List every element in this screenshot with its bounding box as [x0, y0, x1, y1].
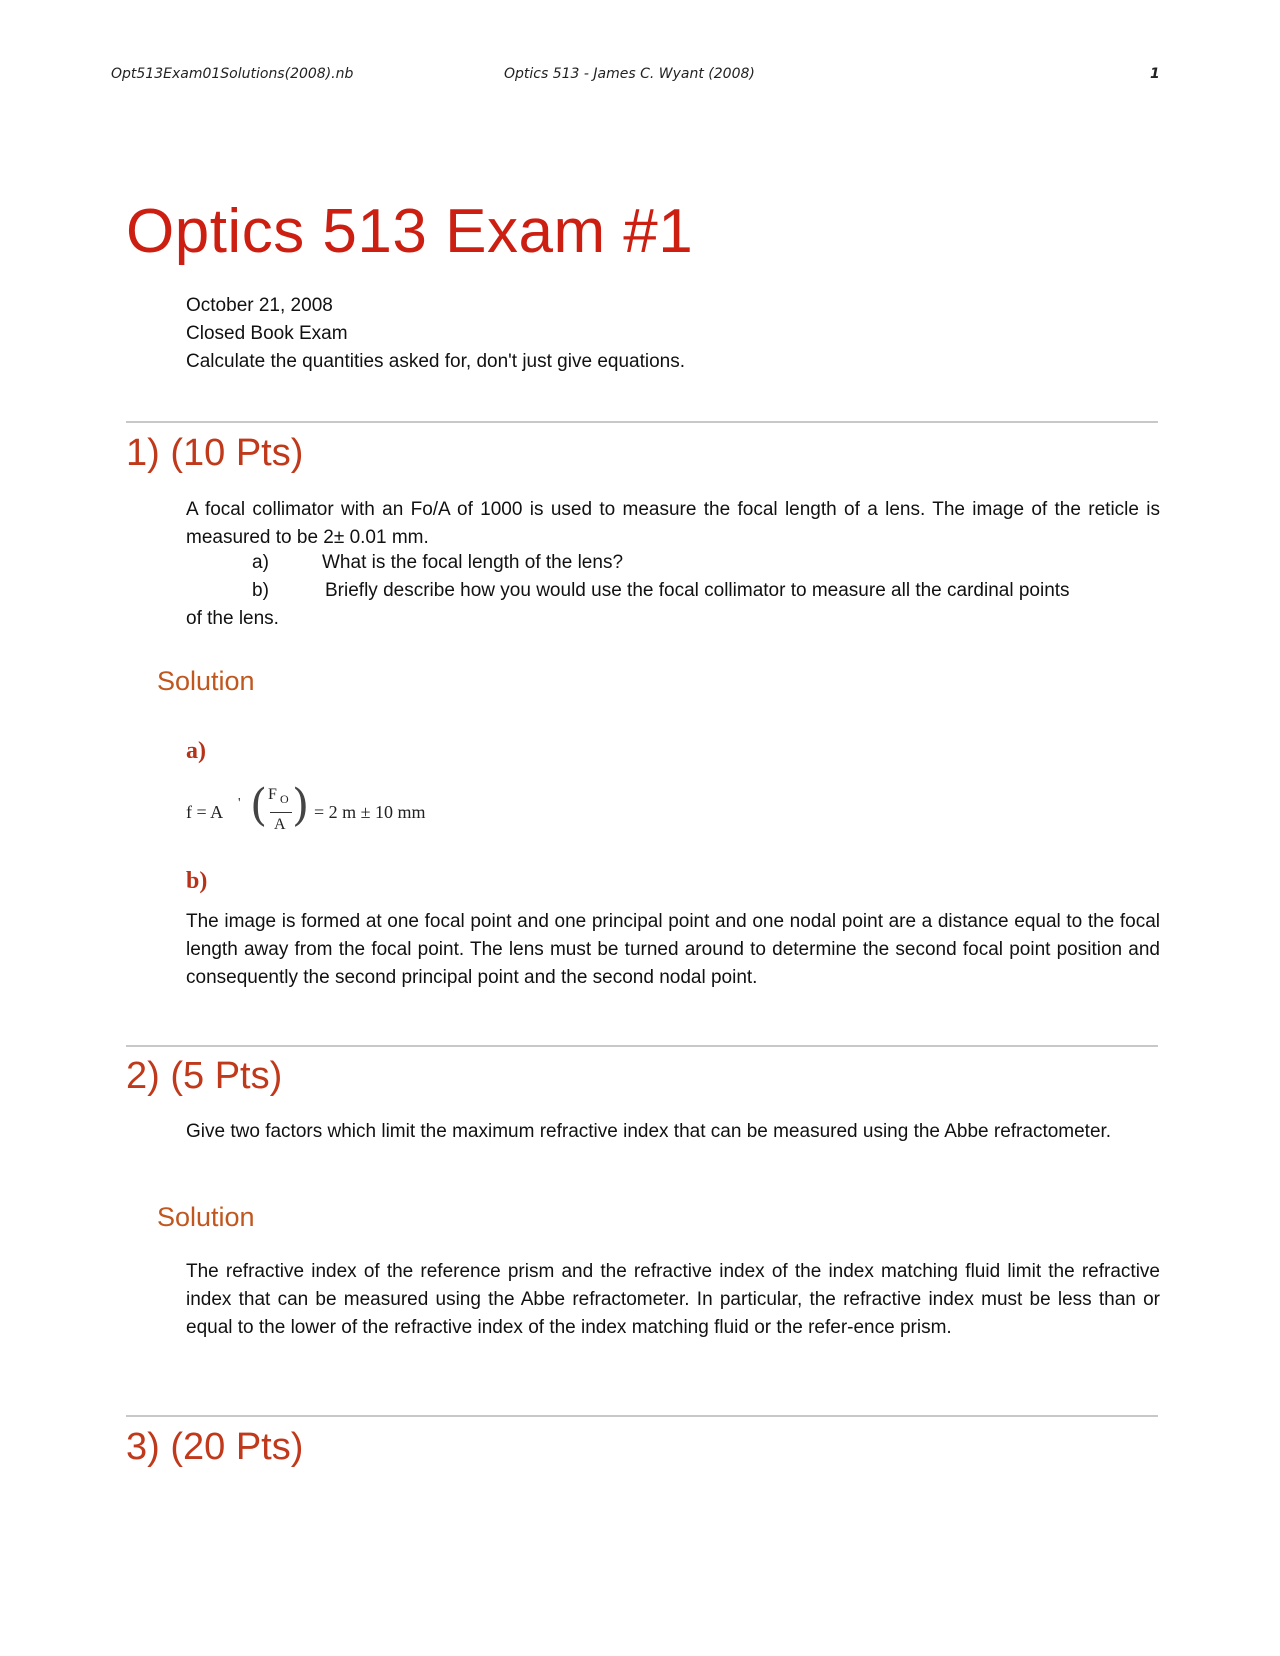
question-1b-text: Briefly describe how you would use the focal collimator to measure all the cardinal points: [325, 580, 1070, 601]
question-1-text: A focal collimator with an Fo/A of 1000 is used to measure the focal length of a lens. The image of the reticle is measured to be 2± 0.01 mm.: [186, 499, 1160, 548]
equation-denominator: A: [274, 816, 286, 833]
question-3-heading: 3) (20 Pts): [126, 1426, 304, 1468]
course-author: Optics 513 - James C. Wyant (2008): [504, 66, 755, 82]
page-number: 1: [1150, 66, 1160, 82]
right-paren: ): [292, 780, 310, 831]
left-paren: (: [250, 780, 268, 831]
equation-rhs: = 2 m ± 10 mm: [314, 802, 426, 822]
solution-1a-label: a): [186, 738, 206, 764]
exam-date: October 21, 2008: [186, 295, 333, 316]
focal-length-equation: [186, 782, 486, 842]
equation-numerator-subscript: O: [280, 792, 289, 806]
exam-instructions: Calculate the quantities asked for, don't just give equations.: [186, 351, 686, 372]
notebook-filename: Opt513Exam01Solutions(2008).nb: [111, 66, 354, 82]
equation-prime: ': [238, 796, 241, 811]
page-header: [0, 66, 1280, 90]
question-1a-text: What is the focal length of the lens?: [322, 552, 624, 573]
fraction-bar: [270, 812, 292, 813]
solution-2-text: The refractive index of the reference prism and the refractive index of the index matching fluid limit the refractive index that can be measured using the Abbe refractometer. In particular, the refractive index must be less than or equal to the lower of the refractive index of the index matching fluid or the refer-ence prism.: [186, 1261, 1160, 1338]
question-1-solution-heading: Solution: [157, 666, 255, 696]
question-2-solution-heading: Solution: [157, 1202, 255, 1232]
exam-intro: [186, 292, 685, 376]
question-1a-label: a): [252, 552, 269, 573]
solution-1b-label: b): [186, 868, 208, 894]
section-divider: [126, 1415, 1158, 1417]
question-2-heading: 2) (5 Pts): [126, 1055, 283, 1097]
question-1b-label: b): [252, 580, 269, 601]
question-2-text: Give two factors which limit the maximum refractive index that can be measured using the Abbe refractometer.: [186, 1121, 1112, 1142]
page-title: Optics 513 Exam #1: [126, 197, 694, 266]
equation-lhs: f = A: [186, 802, 224, 822]
question-1b-continuation: of the lens.: [186, 608, 279, 629]
equation-numerator: F: [268, 786, 277, 803]
exam-type: Closed Book Exam: [186, 323, 348, 344]
section-divider: [126, 421, 1158, 423]
section-divider: [126, 1045, 1158, 1047]
question-1-heading: 1) (10 Pts): [126, 432, 304, 474]
solution-1b-text: The image is formed at one focal point and one principal point and one nodal point are a distance equal to the focal length away from the focal point. The lens must be turned around to determine the second focal point position and consequently the second principal point and the second nodal point.: [186, 911, 1160, 988]
